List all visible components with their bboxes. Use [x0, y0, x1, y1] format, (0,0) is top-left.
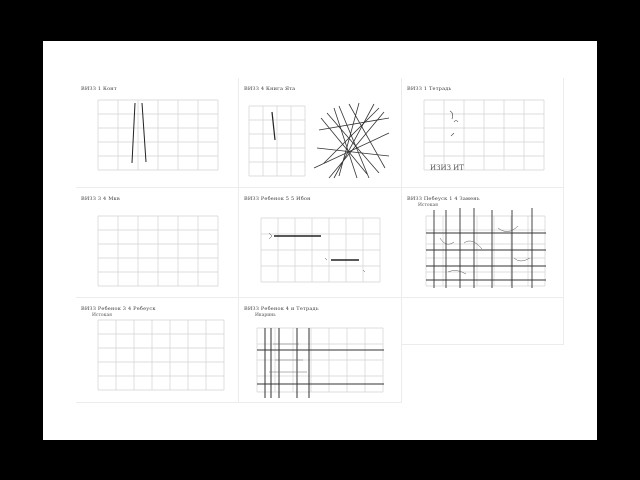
sketch-panel-3[interactable]: [402, 78, 564, 188]
grid-sketch-6: [402, 188, 564, 298]
panel-label: ВИЗЗ 4 Книга Ята: [244, 86, 296, 92]
panel-sublabel: Истокая: [92, 313, 112, 318]
panel-label: ВИЗЗ 1 Тетрадь: [407, 86, 452, 92]
panel-label: ВИЗЗ 1 Конт: [81, 86, 117, 92]
sketch-panel-9-empty: [402, 298, 564, 345]
sketch-panel-4[interactable]: [76, 188, 239, 298]
handwritten-note: ИЗИЗ ИТ: [430, 164, 464, 172]
panel-label: ВИЗЗ Ребенок 3 4 Ребеуск: [81, 306, 156, 312]
grid-sketch-8: [239, 298, 402, 403]
sketch-panel-1[interactable]: [76, 78, 239, 188]
grid-sketch-3: [402, 78, 564, 188]
grid-sketch-7: [76, 298, 239, 403]
grid-sketch-4: [76, 188, 239, 298]
sketch-panel-5[interactable]: [239, 188, 402, 298]
grid-sketch-5: [239, 188, 402, 298]
panel-label: ВИЗЗ Пебеуск 1 4 Замень: [407, 196, 480, 202]
sketch-panel-7[interactable]: [76, 298, 239, 403]
sketch-panel-8[interactable]: [239, 298, 402, 403]
panel-label: ВИЗЗ Ребенок 4 и Тетрадь: [244, 306, 319, 312]
grid-sketch-2: [239, 78, 402, 188]
panel-label: ВИЗЗ Ребенок 5 5 Ибон: [244, 196, 311, 202]
grid-sketch-1: [76, 78, 239, 188]
panel-label: ВИЗЗ 3 4 Мкв: [81, 196, 120, 202]
document-sheet: [43, 41, 597, 440]
panel-sublabel: Истокая: [418, 203, 438, 208]
sketch-panel-6[interactable]: [402, 188, 564, 298]
sketch-panel-2[interactable]: [239, 78, 402, 188]
panel-sublabel: Икаринь: [255, 313, 276, 318]
